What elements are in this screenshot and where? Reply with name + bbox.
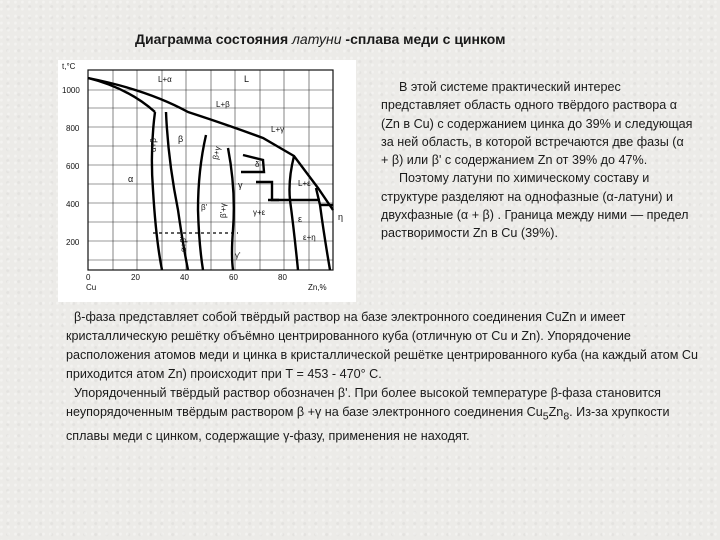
- diagram-grid: [88, 70, 333, 270]
- phase-label-eta: η: [338, 212, 344, 222]
- phase-label-l: L: [244, 74, 250, 84]
- phase-label-beta-prime-gamma: β'+γ: [219, 203, 228, 218]
- x-left-label: Cu: [86, 283, 97, 292]
- main-paragraph-2-end: . Из-за хрупкости сплавы меди с цинком, содержащие γ-фазу, применения не находят.: [66, 405, 670, 443]
- main-text: [66, 308, 702, 446]
- page-title: [135, 31, 506, 47]
- phase-label-alpha-beta-top: α+β: [149, 138, 158, 152]
- side-description: [381, 78, 693, 243]
- main-paragraph-2: [66, 384, 702, 446]
- side-paragraph-1: В этой системе практический интерес представляет область одного твёрдого раствора α (Zn в Cu) с содержанием цинка до 39% и следующая за ней область, в которой встречаются две фазы (α + β) или β' с содержанием Zn от 39% до 47%.: [381, 80, 693, 168]
- title-prefix: Диаграмма состояния: [135, 31, 293, 47]
- phase-label-eps: ε: [298, 214, 303, 224]
- phase-label-gamma-eps: γ+ε: [253, 208, 266, 217]
- phase-label-alpha-beta-prime: α+β': [179, 236, 188, 252]
- phase-label-alpha: α: [128, 174, 134, 184]
- phase-label-beta: β: [178, 134, 184, 144]
- formula-subscript-2: 8: [563, 410, 570, 423]
- x-tick-20: 20: [131, 273, 140, 282]
- formula-subscript-1: 5: [542, 410, 549, 423]
- diagram-frame: [88, 70, 333, 270]
- phase-label-beta-gamma: β+γ: [211, 145, 223, 161]
- phase-label-l-gamma: L+γ: [271, 125, 285, 134]
- x-tick-80: 80: [278, 273, 287, 282]
- phase-label-gamma: γ: [238, 180, 243, 190]
- phase-diagram: [58, 60, 356, 302]
- y-tick-400: 400: [66, 200, 80, 209]
- main-paragraph-2-start: Упорядоченный твёрдый раствор обозначен β'. При более высокой температуре β-фаза становится неупорядоченным твёрдым раствором β +γ на базе электронного соединения Cu: [66, 386, 661, 419]
- y-tick-800: 800: [66, 124, 80, 133]
- x-tick-60: 60: [229, 273, 238, 282]
- title-italic-word: латуни: [292, 31, 342, 47]
- phase-label-l-alpha: L+α: [158, 75, 172, 84]
- phase-label-l-beta: L+β: [216, 100, 230, 109]
- y-tick-600: 600: [66, 162, 80, 171]
- phase-label-gamma-prime: γ': [235, 251, 241, 260]
- side-paragraph-2: Поэтому латуни по химическому составу и структуре разделяют на однофазные (α-латуни) и двухфазные (α + β) . Граница между ними — предел растворимости Zn в Cu (39%).: [381, 171, 689, 241]
- x-right-label: Zn,%: [308, 283, 327, 292]
- x-tick-0: 0: [86, 273, 91, 282]
- phase-label-l-eps: L+ε: [298, 179, 311, 188]
- y-axis-label: t,°C: [62, 62, 76, 71]
- main-paragraph-1: β-фаза представляет собой твёрдый раствор на базе электронного соединения CuZn и имеет кристаллическую решётку объёмно центрированного куба (отличную от Cu и Zn). Упорядочение расположения атомов меди и цинка в кристаллической решётке центрированного куба (на каждый атом Cu приходится атом Zn) происходит при Т = 453 - 470° С.: [66, 310, 698, 381]
- phase-diagram-svg: [58, 60, 356, 302]
- phase-label-delta: δ: [255, 160, 260, 169]
- phase-label-beta-prime: β': [201, 203, 208, 212]
- y-tick-200: 200: [66, 238, 80, 247]
- x-tick-40: 40: [180, 273, 189, 282]
- title-suffix: -сплава меди с цинком: [341, 31, 506, 47]
- formula-zn: Zn: [548, 405, 564, 419]
- phase-label-eps-eta: ε+η: [303, 233, 316, 242]
- y-tick-1000: 1000: [62, 86, 80, 95]
